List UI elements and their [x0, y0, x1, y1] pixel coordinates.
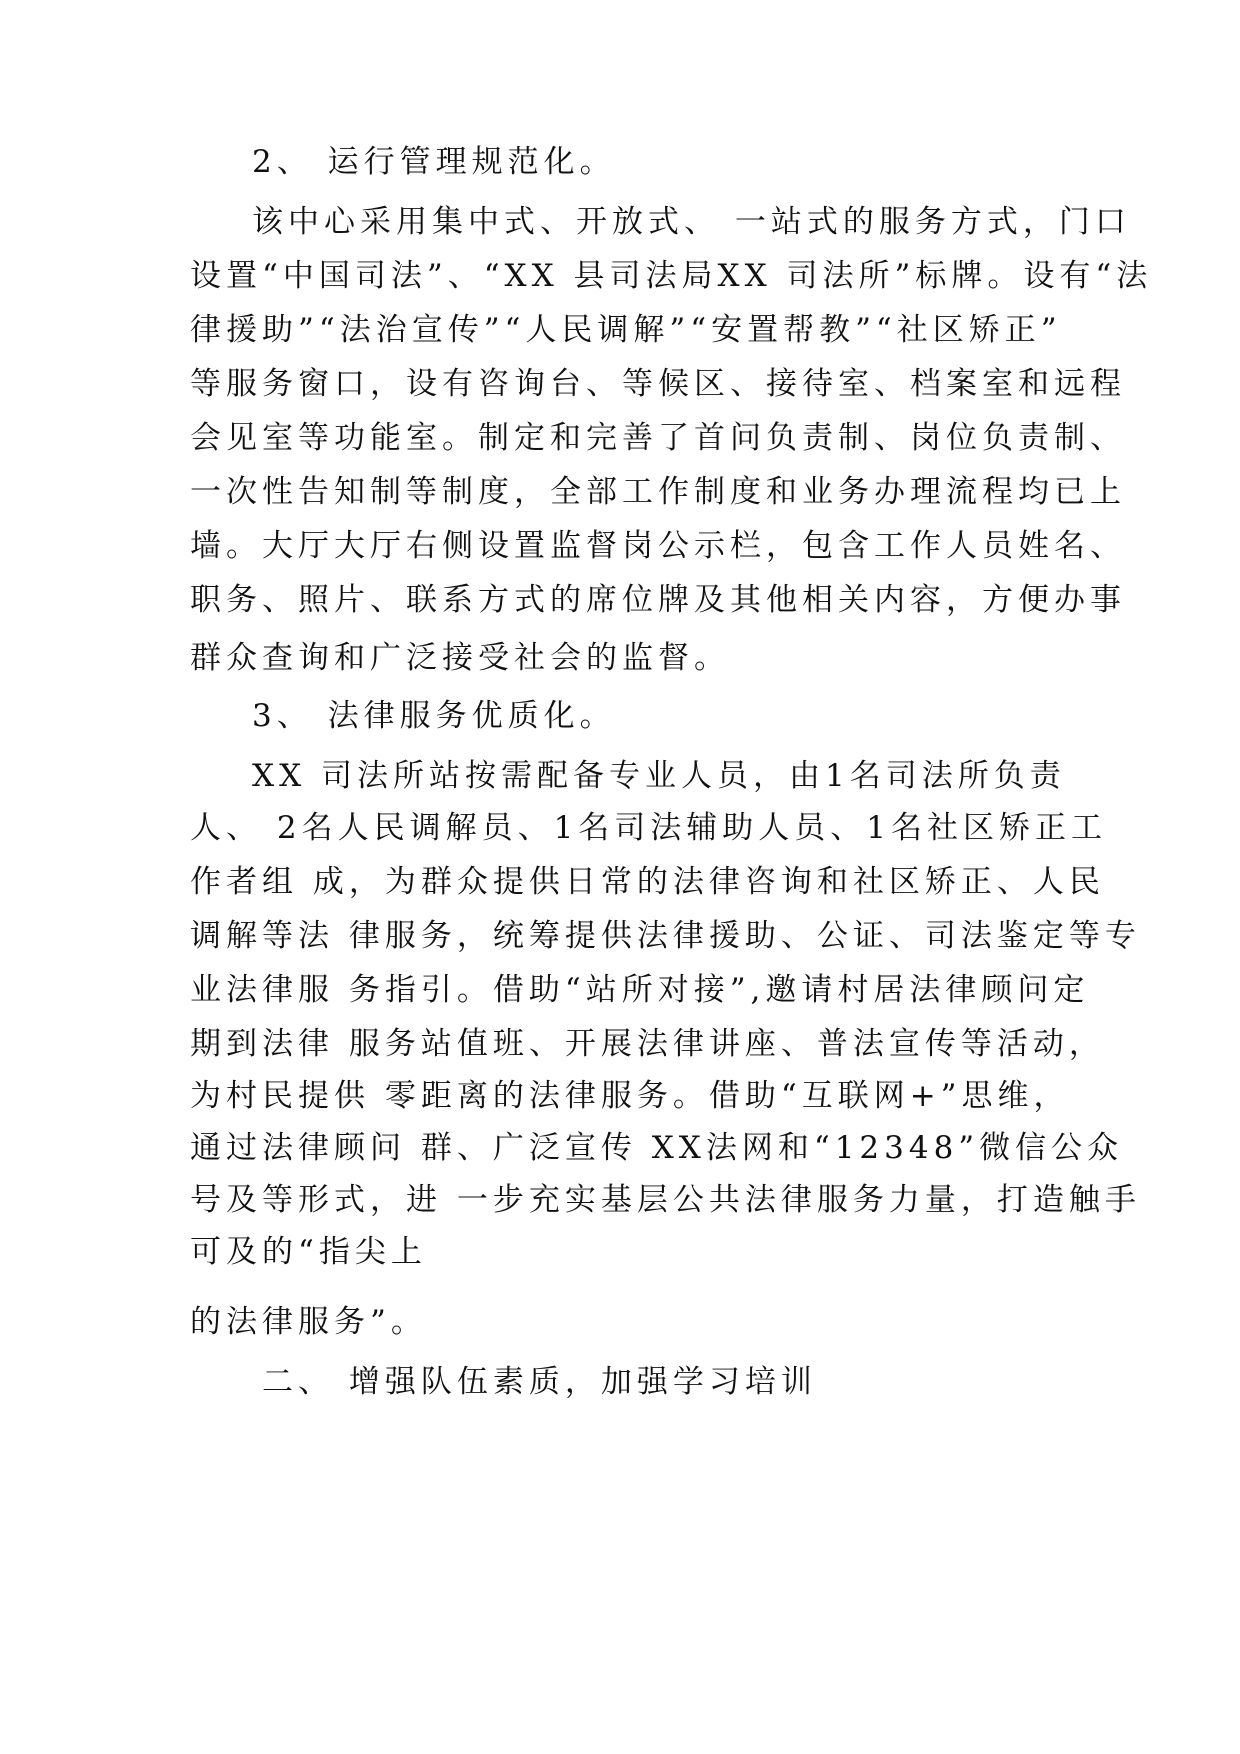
paragraph-line: 的法律服务”。: [190, 1304, 427, 1340]
paragraph-line: 会见室等功能室。制定和完善了首问负责制、岗位负责制、: [190, 420, 1126, 456]
paragraph-line: 职务、照片、联系方式的席位牌及其他相关内容，方便办事: [190, 582, 1126, 618]
paragraph-line: 为村民提供 零距离的法律服务。借助“互联网+”思维，: [190, 1078, 1070, 1114]
paragraph-line: 等服务窗口，设有咨询台、等候区、接待室、档案室和远程: [190, 366, 1126, 402]
paragraph-line: 人、 2名人民调解员、1名司法辅助人员、1名社区矫正工: [190, 810, 1108, 846]
paragraph-line: 期到法律 服务站值班、开展法律讲座、普法宣传等活动，: [190, 1026, 1105, 1062]
paragraph-line: 墙。大厅大厅右侧设置监督岗公示栏，包含工作人员姓名、: [190, 528, 1126, 564]
paragraph-line: 业法律服 务指引。借助“站所对接”,邀请村居法律顾问定: [190, 972, 1090, 1008]
paragraph-line: 调解等法 律服务，统筹提供法律援助、公证、司法鉴定等专: [190, 918, 1141, 954]
paragraph-line: 群众查询和广泛接受社会的监督。: [190, 640, 730, 676]
paragraph-line: XX 司法所站按需配备专业人员，由1名司法所负责: [252, 758, 1066, 794]
paragraph-line: 一次性告知制等制度，全部工作制度和业务办理流程均已上: [190, 474, 1126, 510]
paragraph-line: 号及等形式，进 一步充实基层公共法律服务力量，打造触手: [190, 1182, 1141, 1218]
paragraph-line: 该中心采用集中式、开放式、 一站式的服务方式，门口: [252, 204, 1131, 240]
paragraph-line: 作者组 成，为群众提供日常的法律咨询和社区矫正、人民: [190, 864, 1105, 900]
section-heading-2: 二、 增强队伍素质，加强学习培训: [262, 1364, 817, 1400]
paragraph-line: 设置“中国司法”、“XX 县司法局XX 司法所”标牌。设有“法: [190, 258, 1153, 294]
paragraph-line: 可及的“指尖上: [190, 1234, 427, 1270]
heading-2-operation-management: 2、 运行管理规范化。: [252, 144, 616, 180]
paragraph-line: 通过法律顾问 群、广泛宣传 XX法网和“12348”微信公众: [190, 1130, 1124, 1166]
heading-3-legal-service-quality: 3、 法律服务优质化。: [252, 698, 616, 734]
paragraph-line: 律援助”“法治宣传”“人民调解”“安置帮教”“社区矫正”: [190, 312, 1062, 348]
